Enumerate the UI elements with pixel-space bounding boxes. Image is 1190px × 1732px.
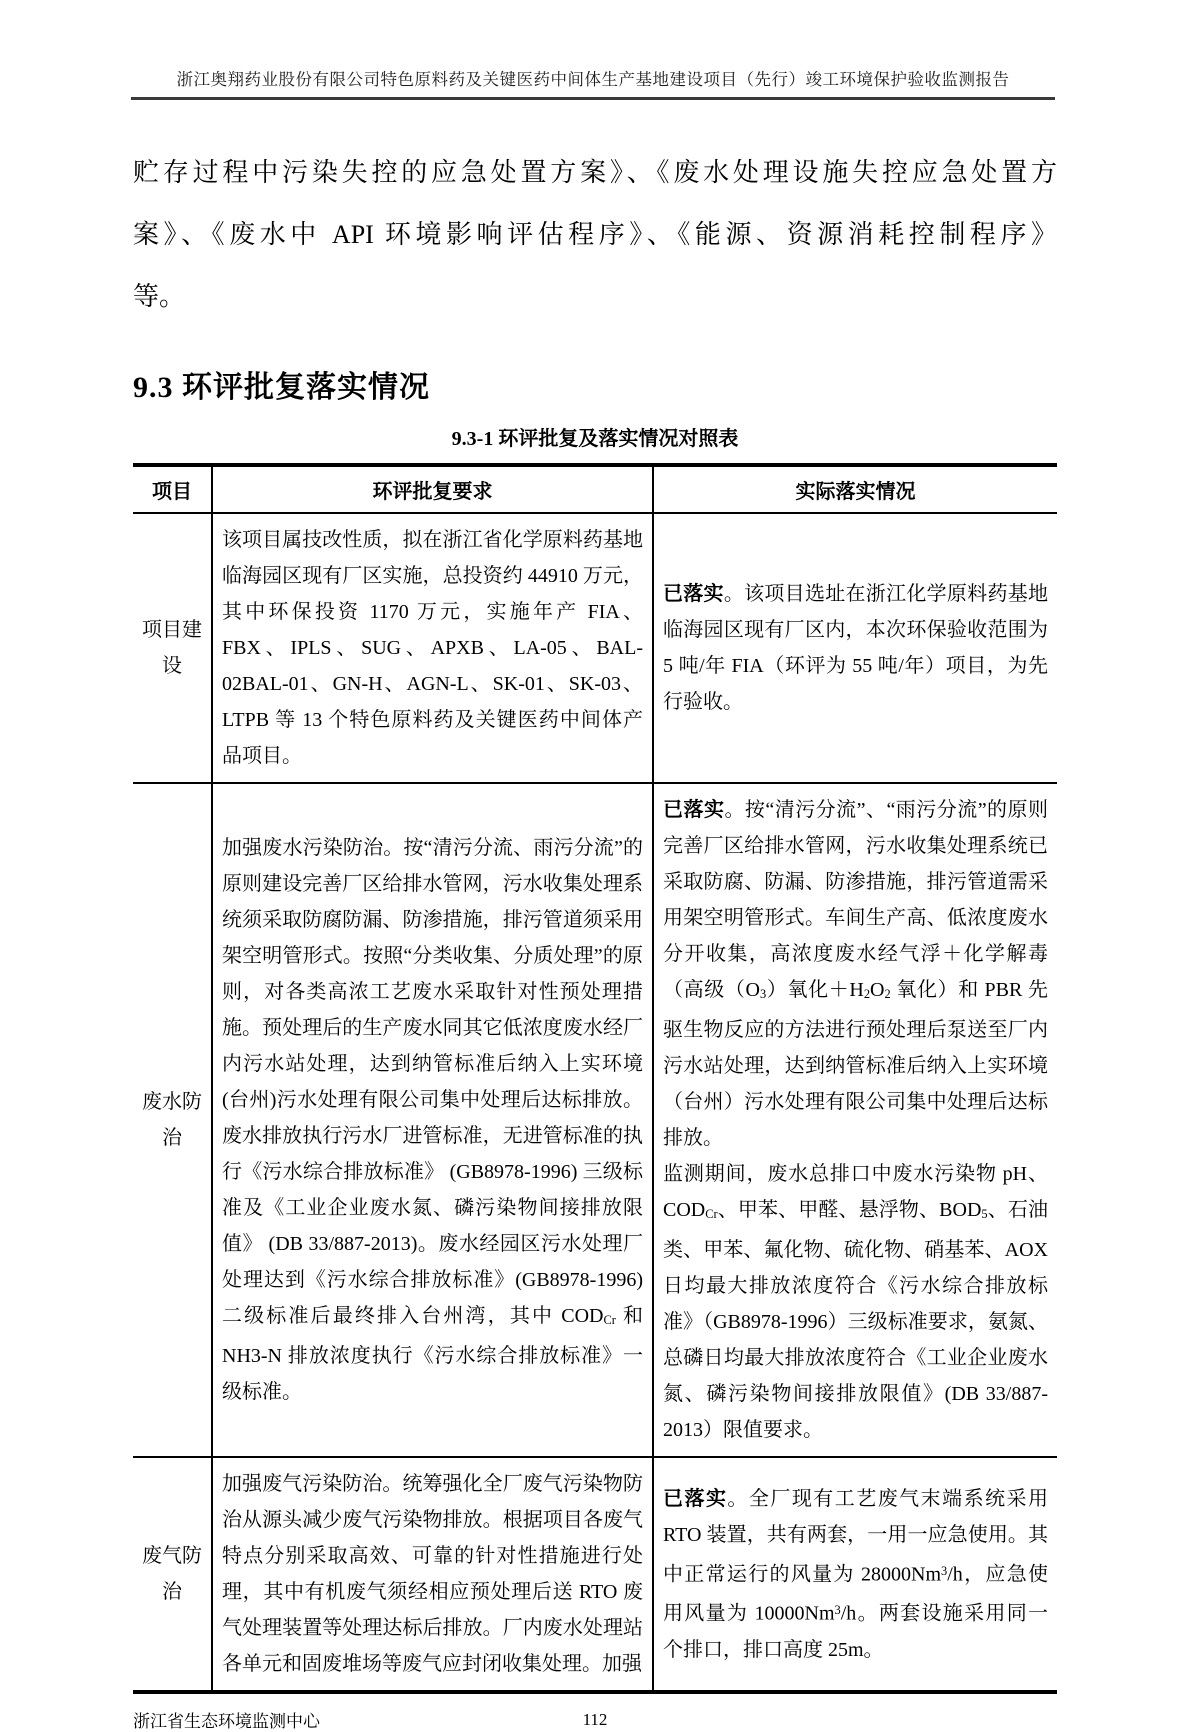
column-header-category: 项目 [133,465,212,513]
table-row-waste-gas-control [133,1457,1057,1692]
column-header-requirement: 环评批复要求 [212,465,653,513]
table-row-project-construction [133,513,1057,783]
section-heading: 9.3 环评批复落实情况 [133,371,430,404]
eia-requirement-cell: 加强废气污染防治。统筹强化全厂废气污染物防治从源头减少废气污染物排放。根据项目各废气特点分别采取高效、可靠的针对性措施进行处理，其中有机废气须经相应预处理后送 RTO 废气处理装置等处理达标后排放。厂内废水处理站各单元和固废堆场等废气应封闭收集处理。加强 [212,1457,653,1692]
table-row-wastewater-control [133,783,1057,1457]
footer-organization: 浙江省生态环境监测中心 [133,1712,320,1732]
row-category: 废气防治 [133,1457,212,1692]
implementation-status-cell: 已落实。按“清污分流”、“雨污分流”的原则完善厂区给排水管网，污水收集处理系统已采取防腐、防漏、防渗措施，排污管道需采用架空明管形式。车间生产高、低浓度废水分开收集，高浓度废水经气浮＋化学解毒（高级$(O_3)$氧化$+H_2O_2$ 氧化）和 PBR 先驱生物反应的方法进行预处理后泵送至厂内污水站处理，达到纳管标准后纳入上实环境（台州）污水处理有限公司集中处理后达标排放。 监测期间，废水总排口中废水污染物 pH、$COD_{Cr}$、甲苯、甲醛、悬浮物、$BOD_5$、石油类、甲苯、氟化物、硫化物、硝基苯、AOX 日均最大排放浓度符合《污水综合排放标准》（GB8978-1996）三级标准要求，氨氮、总磷日均最大排放浓度符合《工业企业废水氮、磷污染物间接排放限值》(DB 33/887-2013）限值要求。 [653,783,1057,1457]
intro-line-1: 贮存过程中污染失控的应急处置方案》、《废水处理设施失控应急处置方 [133,158,1057,187]
implementation-status-cell: 已落实。全厂现有工艺废气末端系统采用 RTO 装置，共有两套，一用一应急使用。其中正常运行的风量为 28000Nm$^3$/h，应急使用风量为 10000Nm$^3$/h。两套设施采用同一个排口，排口高度 25m。 [653,1457,1057,1692]
eia-requirement-cell: 该项目属技改性质，拟在浙江省化学原料药基地临海园区现有厂区实施，总投资约 44910 万元，其中环保投资 1170 万元，实施年产 FIA、FBX、IPLS、SUG、APXB、LA-05、BAL-02BAL-01、GN-H、AGN-L、SK-01、SK-03、LTPB 等 13 个特色原料药及关键医药中间体产品项目。 [212,513,653,783]
column-header-implementation: 实际落实情况 [653,465,1057,513]
intro-line-3: 等。 [133,282,186,311]
page-number: 112 [582,1709,608,1729]
eia-requirement-cell: 加强废水污染防治。按“清污分流、雨污分流”的原则建设完善厂区给排水管网，污水收集处理系统须采取防腐防漏、防渗措施，排污管道须采用架空明管形式。按照“分类收集、分质处理”的原则，对各类高浓工艺废水采取针对性预处理措施。预处理后的生产废水同其它低浓度废水经厂内污水站处理，达到纳管标准后纳入上实环境(台州)污水处理有限公司集中处理后达标排放。废水排放执行污水厂进管标准，无进管标准的执行《污水综合排放标准》 (GB8978-1996) 三级标准及《工业企业废水氮、磷污染物间接排放限值》 (DB 33/887-2013)。废水经园区污水处理厂处理达到《污水综合排放标准》(GB8978-1996)二级标准后最终排入台州湾，其中 $COD_{Cr}$ 和 NH3-N 排放浓度执行《污水综合排放标准》一级标准。 [212,783,653,1457]
header-rule [131,66,1055,100]
page-header [0,0,1190,100]
comparison-table [133,463,1057,1694]
table-caption: 9.3-1 环评批复及落实情况对照表 [451,428,739,450]
row-category: 废水防治 [133,783,212,1457]
implementation-status-cell: 已落实。该项目选址在浙江化学原料药基地临海园区现有厂区内，本次环保验收范围为 5 吨/年 FIA（环评为 55 吨/年）项目，为先行验收。 [653,513,1057,783]
intro-line-2: 案》、《废水中 API 环境影响评估程序》、《能源、资源消耗控制程序》 [133,220,1057,249]
page-footer [133,1707,1057,1732]
table-header-row [133,465,1057,513]
report-title: 浙江奥翔药业股份有限公司特色原料药及关键医药中间体生产基地建设项目（先行）竣工环境保护验收监测报告 [176,70,1010,89]
row-category: 项目建设 [142,619,202,677]
intro-paragraph [133,142,1057,328]
